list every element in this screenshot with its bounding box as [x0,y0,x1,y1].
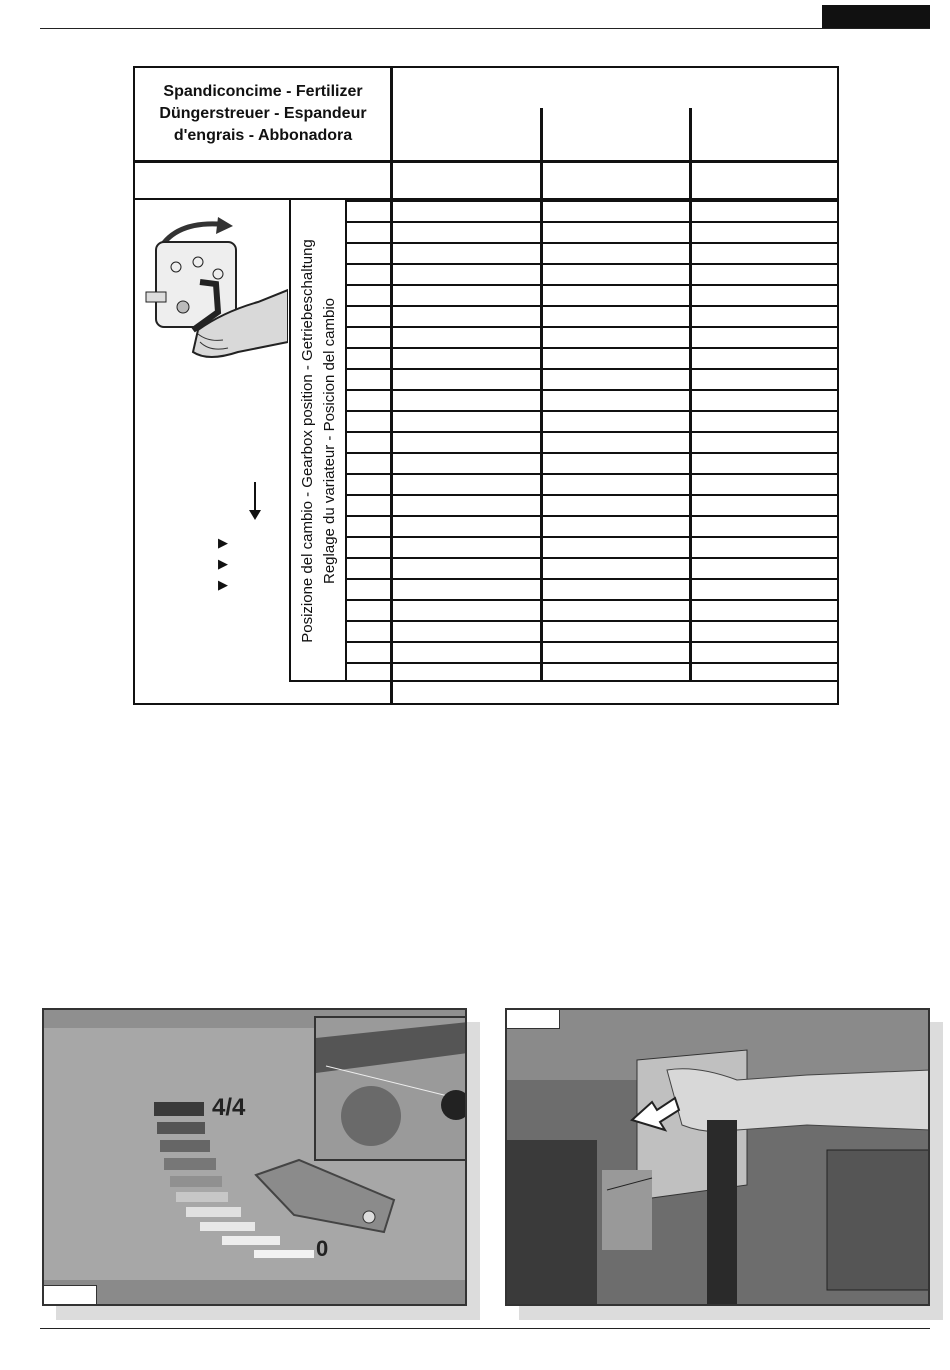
photo-caption-box [44,1285,97,1304]
setting-table [133,66,839,705]
gearbox-label-line-2: Reglage du variateur - Posicion del cambio [321,298,338,584]
table-row [345,599,837,601]
header-rule [40,28,930,29]
down-arrow-icon [254,482,256,512]
title-line-1: Spandiconcime - Fertilizer [163,83,363,100]
table-row [345,473,837,475]
table-row [345,557,837,559]
pointer-arrow-icon: ▶ [218,535,228,550]
header-divider [135,160,837,163]
table-row [345,536,837,538]
table-row [345,200,837,202]
gauge-min-label: 0 [316,1236,329,1261]
table-row [345,515,837,517]
lever-photo [505,1008,930,1306]
table-row [345,452,837,454]
pointer-arrow-icon: ▶ [218,577,228,592]
table-row [345,221,837,223]
column-divider-1 [540,108,543,681]
gearbox-position-label [291,201,347,681]
table-row [345,242,837,244]
pointer-arrow-icon: ▶ [218,556,228,571]
table-title [135,68,391,160]
rows-bottom-divider [289,680,837,682]
gauge-max-label: 4/4 [212,1094,246,1121]
table-row [345,410,837,412]
table-row [345,662,837,664]
title-line-2: Düngerstreuer - Espandeur [159,105,367,122]
gauge-inset-photo [314,1016,467,1161]
gauge-photo [42,1008,467,1306]
footer-rule [40,1328,930,1329]
table-row [345,578,837,580]
table-row [345,620,837,622]
table-row [345,284,837,286]
hopper-inset-image [316,1018,467,1161]
table-row [345,305,837,307]
gearbox-crank-illustration-icon [138,212,288,377]
table-row [345,431,837,433]
page-header-tab [822,5,930,29]
column-divider-2 [689,108,692,681]
table-row [345,368,837,370]
lever-photo-image [507,1010,930,1306]
table-row [345,494,837,496]
title-line-3: d'engrais - Abbonadora [173,127,353,144]
photo-caption-box [507,1010,560,1029]
table-row [345,641,837,643]
table-row [345,347,837,349]
table-row [345,389,837,391]
gearbox-label-line-1: Posizione del cambio - Gearbox position - Getriebeschaltung [299,239,316,643]
table-row [345,326,837,328]
main-column-divider [390,68,393,703]
table-row [345,263,837,265]
